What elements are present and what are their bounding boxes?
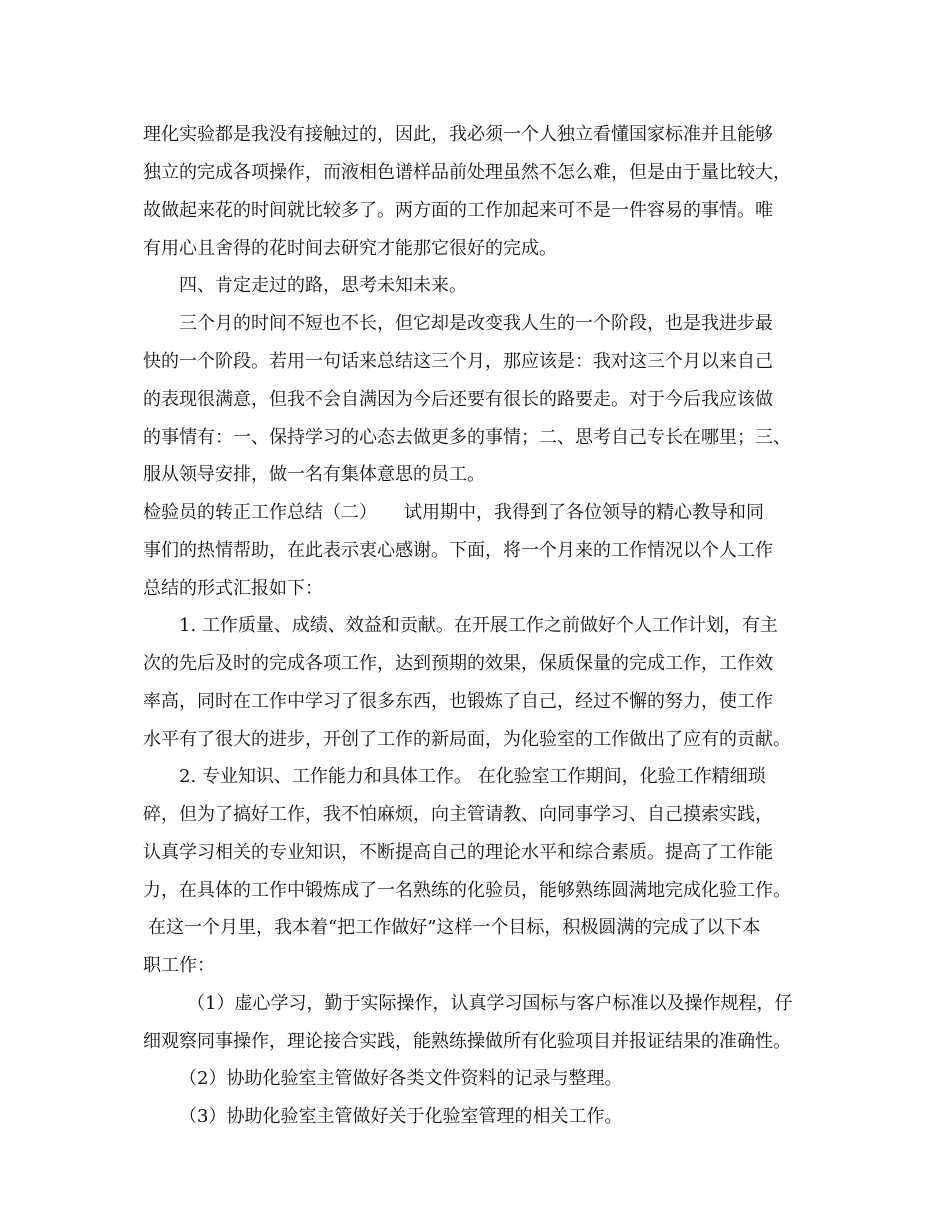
text-line: （2）协助化验室主管做好各类文件资料的记录与整理。: [179, 1068, 623, 1089]
text-line: 故做起来花的时间就比较多了。两方面的工作加起来可不是一件容易的事情。唯: [143, 200, 773, 221]
text-line: 理化实验都是我没有接触过的，因此，我必须一个人独立看懂国家标准并且能够: [143, 124, 773, 145]
text-line: 率高，同时在工作中学习了很多东西，也锻炼了自己，经过不懈的努力，使工作: [143, 691, 773, 712]
text-line: （1）虚心学习，勤于实际操作，认真学习国标与客户标准以及操作规程，仔: [187, 993, 793, 1014]
section-heading: 四、肯定走过的路，思考未知未来。: [179, 275, 467, 296]
text-line: 三个月的时间不短也不长，但它却是改变我人生的一个阶段，也是我进步最: [179, 313, 773, 334]
text-line: 的表现很满意，但我不会自满因为今后还要有很长的路要走。对于今后我应该做: [143, 389, 773, 410]
text-line: 在这一个月里，我本着“把工作做好”这样一个目标，积极圆满的完成了以下本: [148, 917, 761, 938]
document-title-line: 检验员的转正工作总结（二） 试用期中，我得到了各位领导的精心教导和同: [143, 502, 764, 523]
text-line: 的事情有：一、保持学习的心态去做更多的事情；二、思考自己专长在哪里；三、: [143, 427, 791, 448]
text-line: 水平有了很大的进步，开创了工作的新局面，为化验室的工作做出了应有的贡献。: [143, 729, 791, 750]
text-line: 1. 工作质量、成绩、效益和贡献。在开展工作之前做好个人工作计划，有主: [179, 615, 778, 636]
text-line: 认真学习相关的专业知识，不断提高自己的理论水平和综合素质。提高了工作能: [143, 842, 773, 863]
text-line: 职工作：: [143, 955, 215, 976]
text-line: 快的一个阶段。若用一句话来总结这三个月，那应该是：我对这三个月以来自己: [143, 351, 773, 372]
text-line: 碎，但为了搞好工作，我不怕麻烦，向主管请教、向同事学习、自己摸索实践，: [143, 804, 773, 825]
text-line: 服从领导安排，做一名有集体意思的员工。: [143, 464, 485, 485]
text-line: 2. 专业知识、工作能力和具体工作。 在化验室工作期间，化验工作精细琐: [179, 766, 766, 787]
text-line: 次的先后及时的完成各项工作，达到预期的效果，保质保量的完成工作，工作效: [143, 653, 773, 674]
text-line: 细观察同事操作，理论接合实践，能熟练操做所有化验项目并报证结果的准确性。: [143, 1031, 791, 1052]
text-line: 独立的完成各项操作，而液相色谱样品前处理虽然不怎么难，但是由于量比较大，: [143, 162, 791, 183]
text-line: 力，在具体的工作中锻炼成了一名熟练的化验员，能够熟练圆满地完成化验工作。: [143, 880, 791, 901]
text-line: （3）协助化验室主管做好关于化验室管理的相关工作。: [179, 1106, 623, 1127]
text-line: 事们的热情帮助，在此表示衷心感谢。下面，将一个月来的工作情况以个人工作: [143, 540, 773, 561]
text-line: 总结的形式汇报如下：: [143, 578, 323, 599]
text-line: 有用心且舍得的花时间去研究才能那它很好的完成。: [143, 238, 557, 259]
